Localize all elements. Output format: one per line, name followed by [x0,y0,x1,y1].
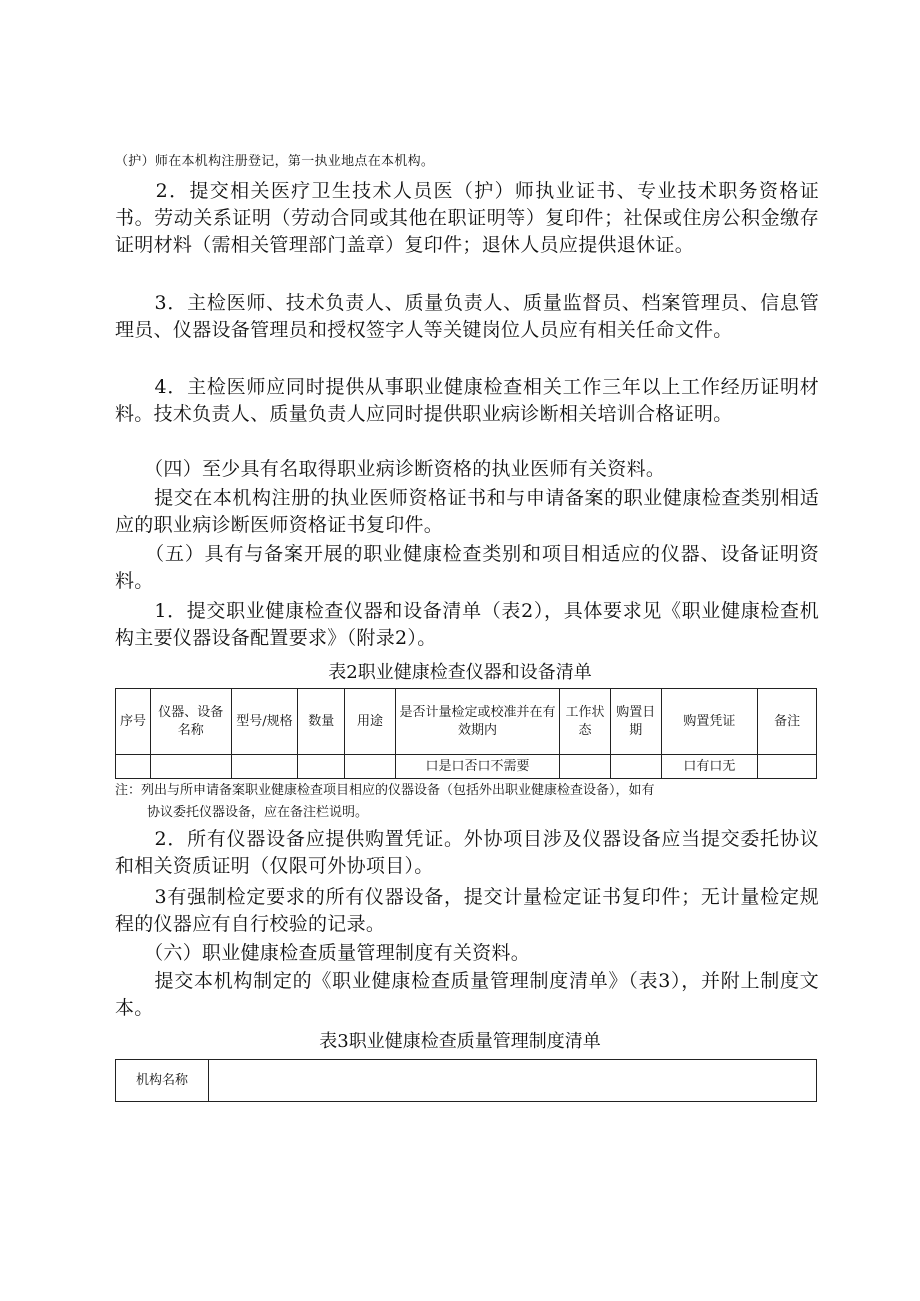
paragraph-3: 3．主检医师、技术负责人、质量负责人、质量监督员、档案管理员、信息管理员、仪器设备管理员和授权签字人等关键岗位人员应有相关任命文件。 [115,292,819,341]
voucher-checkbox-cell[interactable]: 口有口无 [661,755,758,779]
quality-system-table [115,1059,817,1102]
header-cell: 购置凭证 [661,689,758,755]
paragraph-2: 2．提交相关医疗卫生技术人员医（护）师执业证书、专业技术职务资格证书。劳动关系证明（劳动合同或其他在职证明等）复印件；社保或住房公积金缴存证明材料（需相关管理部门盖章）复印件；退休人员应提供退休证。 [115,180,819,256]
table-cell [150,755,231,779]
paragraph-5: （四）至少具有名取得职业病诊断资格的执业医师有关资料。 [115,458,666,480]
equipment-table-header [116,689,817,755]
header-cell: 备注 [758,689,817,755]
paragraph-11: （六）职业健康检查质量管理制度有关资料。 [115,942,531,964]
table2-note-line1: 注：列出与所申请备案职业健康检查项目相应的仪器设备（包括外出职业健康检查设备），如有 [115,783,655,798]
paragraph-7: （五）具有与备案开展的职业健康检查类别和项目相适应的仪器、设备证明资料。 [115,543,819,592]
table-row [116,1060,817,1102]
institution-name-field[interactable] [209,1060,817,1102]
header-cell: 购置日期 [610,689,661,755]
table-cell [560,755,611,779]
table3-caption: 表3职业健康检查质量管理制度清单 [319,1031,601,1052]
table-cell [298,755,345,779]
calibration-checkbox-cell[interactable]: 口是口否口不需要 [395,755,559,779]
paragraph-8: 1．提交职业健康检查仪器和设备清单（表2），具体要求见《职业健康检查机构主要仪器设备配置要求》（附录2）。 [115,600,819,649]
equipment-table [115,688,817,779]
institution-name-label: 机构名称 [116,1060,209,1102]
paragraph-9: 2．所有仪器设备应提供购置凭证。外协项目涉及仪器设备应当提交委托协议和相关资质证明（仅限可外协项目）。 [115,828,819,877]
table-cell [231,755,298,779]
table2-note-line2: 协议委托仪器设备，应在备注栏说明。 [147,805,369,820]
header-cell: 序号 [116,689,151,755]
header-cell: 是否计量检定或校准并在有效期内 [395,689,559,755]
header-cell: 工作状态 [560,689,611,755]
table2-caption: 表2职业健康检查仪器和设备清单 [328,662,592,683]
header-cell: 用途 [345,689,396,755]
paragraph-1: （护）师在本机构注册登记，第一执业地点在本机构。 [115,154,435,169]
header-cell: 数量 [298,689,345,755]
paragraph-12: 提交本机构制定的《职业健康检查质量管理制度清单》（表3），并附上制度文本。 [115,970,819,1019]
table-cell [116,755,151,779]
paragraph-4: 4．主检医师应同时提供从事职业健康检查相关工作三年以上工作经历证明材料。技术负责人、质量负责人应同时提供职业病诊断相关培训合格证明。 [115,376,819,425]
table-cell [610,755,661,779]
header-cell: 型号/规格 [231,689,298,755]
header-cell: 仪器、设备名称 [150,689,231,755]
paragraph-6: 提交在本机构注册的执业医师资格证书和与申请备案的职业健康检查类别相适应的职业病诊断医师资格证书复印件。 [115,487,819,536]
table-cell [345,755,396,779]
paragraph-10: 3有强制检定要求的所有仪器设备，提交计量检定证书复印件；无计量检定规程的仪器应有自行校验的记录。 [115,886,819,935]
table-cell [758,755,817,779]
table-row [116,755,817,779]
